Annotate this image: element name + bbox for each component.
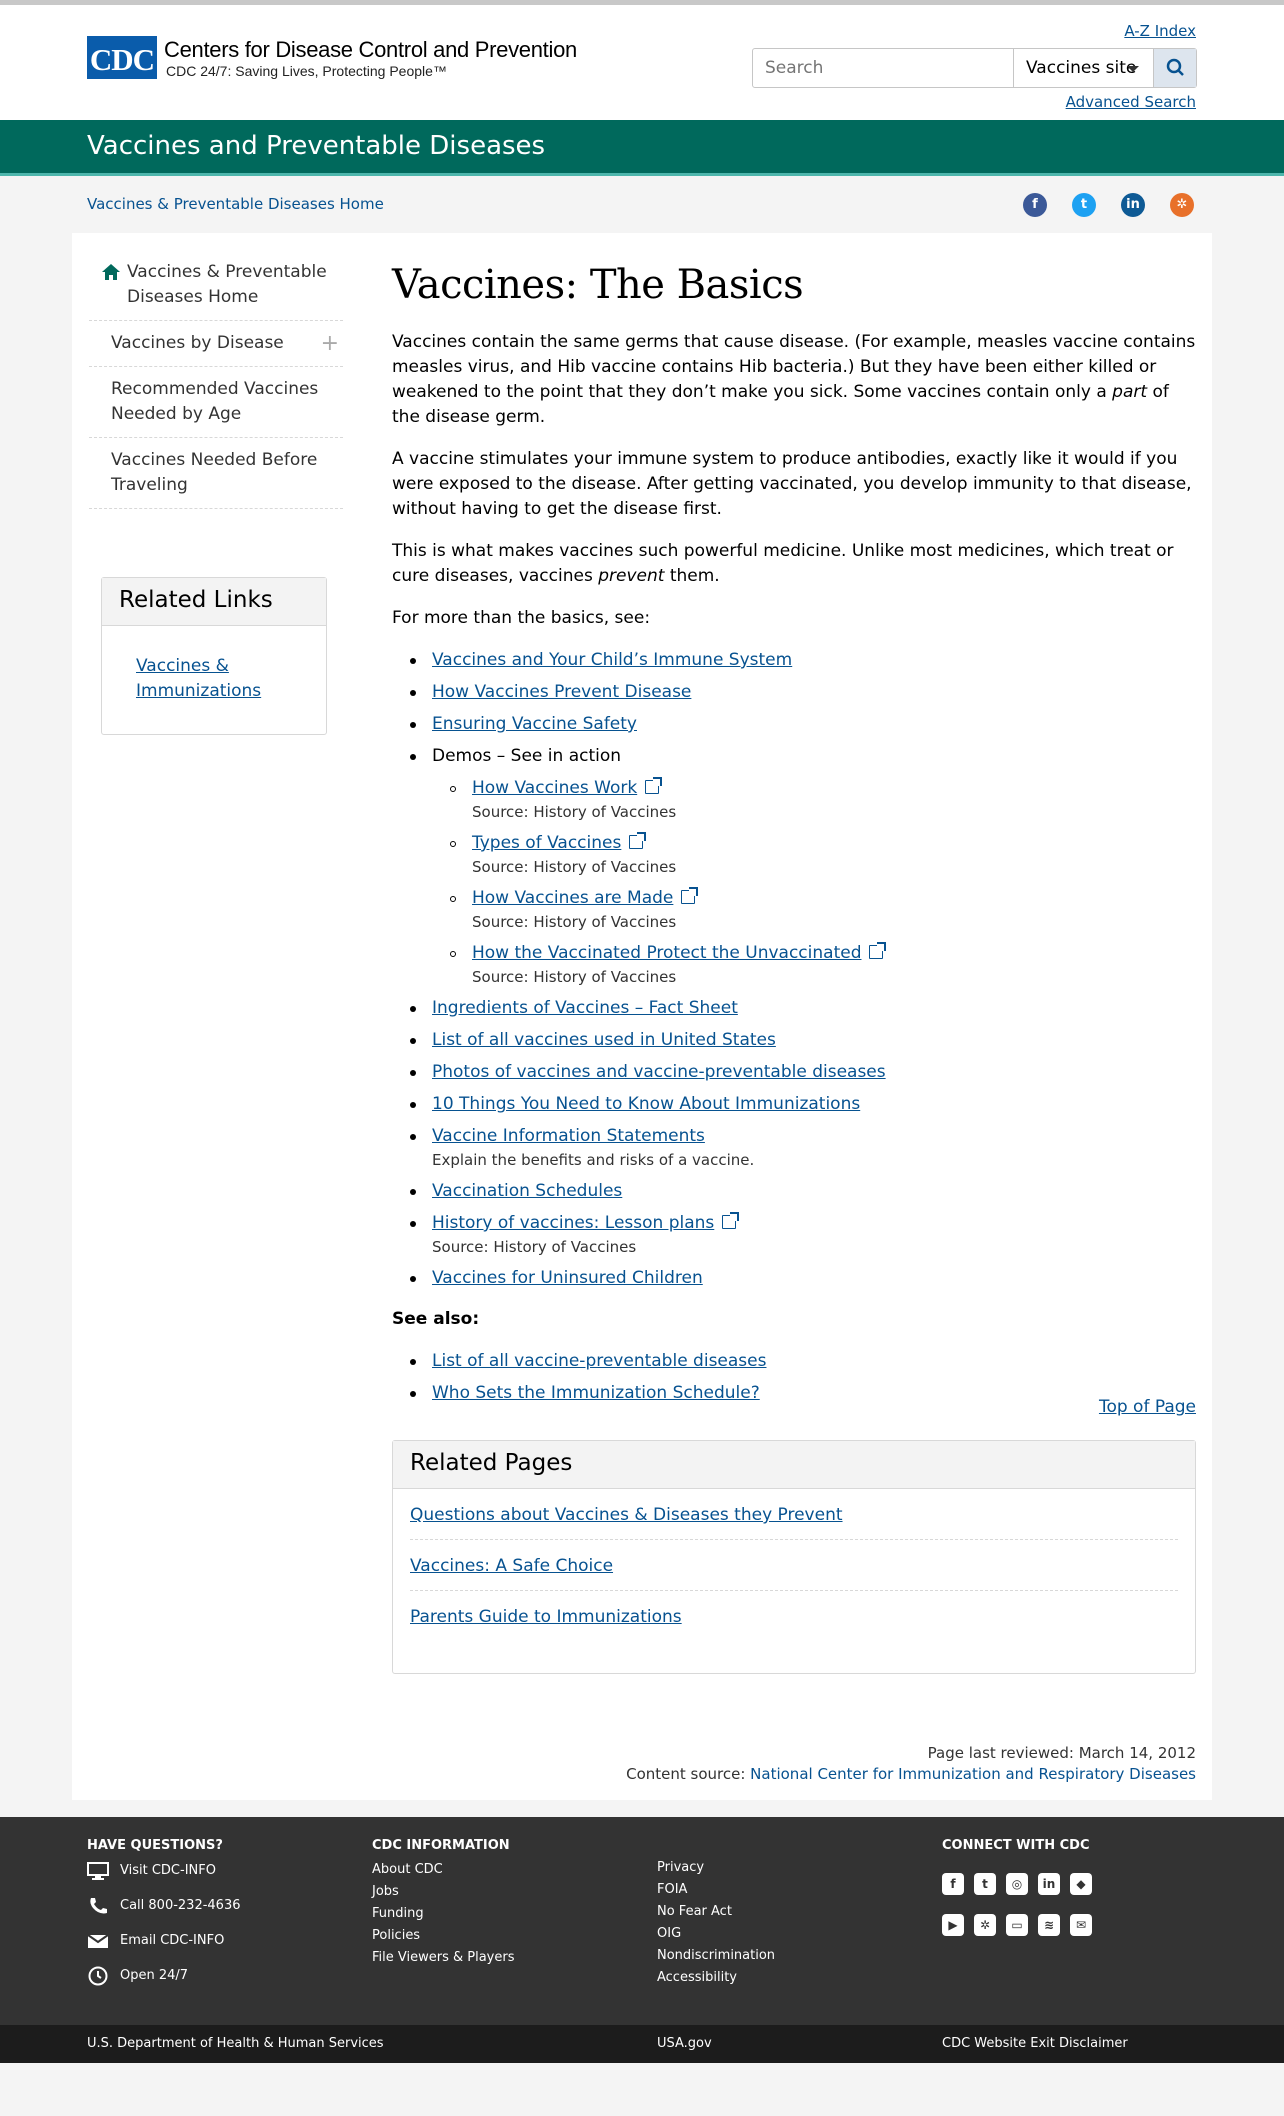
list-item: [410, 1591, 1178, 1641]
list-item: [392, 1266, 1196, 1291]
linkedin-icon[interactable]: in: [1038, 1873, 1060, 1895]
medicine-text-a: This is what makes vaccines such powerful medicine. Unlike most medicines, which treat or cure diseases, vaccines: [392, 541, 1174, 586]
facebook-icon[interactable]: f: [1023, 193, 1047, 217]
content-source-label: Content source:: [626, 1765, 751, 1783]
external-link-icon: [722, 1215, 736, 1229]
link-preventable-diseases[interactable]: List of all vaccine-preventable diseases: [432, 1351, 767, 1371]
related-pages-box: [392, 1440, 1196, 1674]
external-link-icon: [869, 945, 883, 959]
footer-link-oig[interactable]: OIG: [657, 1926, 682, 1941]
search-button[interactable]: [1153, 49, 1196, 87]
list-item: [392, 648, 1196, 673]
external-link-icon: [629, 835, 643, 849]
rss-icon[interactable]: ≋: [1038, 1914, 1060, 1936]
footer-visit-label: Visit CDC-INFO: [120, 1863, 216, 1878]
expand-plus-icon[interactable]: +: [320, 331, 339, 356]
see-also-label: See also:: [392, 1309, 480, 1329]
list-item: [392, 680, 1196, 705]
footer-cdc-information: [372, 1835, 514, 1969]
org-name[interactable]: Centers for Disease Control and Prevention: [164, 37, 577, 62]
link-uninsured-children[interactable]: Vaccines for Uninsured Children: [432, 1268, 703, 1288]
related-links-box: [101, 577, 327, 735]
footer-link-funding[interactable]: Funding: [372, 1906, 424, 1921]
search-input[interactable]: [753, 49, 1013, 87]
cdc-tv-icon[interactable]: ▭: [1006, 1914, 1028, 1936]
footer-link-file-viewers[interactable]: File Viewers & Players: [372, 1950, 515, 1965]
link-protect-unvaccinated[interactable]: How the Vaccinated Protect the Unvaccinated: [472, 943, 862, 963]
hhs-link[interactable]: U.S. Department of Health & Human Services: [87, 2036, 384, 2051]
footer-info-heading: CDC INFORMATION: [372, 1838, 510, 1853]
link-prevent-disease[interactable]: How Vaccines Prevent Disease: [432, 682, 692, 702]
list-item: [392, 1060, 1196, 1085]
footer-connect-heading: CONNECT WITH CDC: [942, 1838, 1090, 1853]
demos-label: Demos – See in action: [432, 746, 622, 766]
chevron-down-icon: [1127, 66, 1139, 72]
link-how-vaccines-made[interactable]: How Vaccines are Made: [472, 888, 674, 908]
related-page-questions[interactable]: Questions about Vaccines & Diseases they Prevent: [410, 1505, 843, 1525]
advanced-search-link[interactable]: Advanced Search: [1065, 93, 1196, 111]
instagram-icon[interactable]: ◎: [1006, 1873, 1028, 1895]
list-item: [392, 712, 1196, 737]
link-who-sets-schedule[interactable]: Who Sets the Immunization Schedule?: [432, 1383, 760, 1403]
link-types-of-vaccines[interactable]: Types of Vaccines: [472, 833, 622, 853]
footer-link-accessibility[interactable]: Accessibility: [657, 1970, 737, 1985]
sidenav-item-label: Vaccines Needed Before Traveling: [111, 450, 318, 495]
more-basics-label: For more than the basics, see:: [392, 608, 651, 628]
list-item: [392, 1124, 1196, 1172]
footer-link-foia[interactable]: FOIA: [657, 1882, 688, 1897]
facebook-icon[interactable]: f: [942, 1873, 964, 1895]
twitter-icon[interactable]: t: [974, 1873, 996, 1895]
sidenav-item-before-traveling[interactable]: [89, 438, 343, 509]
list-item: [392, 776, 1196, 824]
link-vaccine-safety[interactable]: Ensuring Vaccine Safety: [432, 714, 637, 734]
snapchat-icon[interactable]: ◆: [1070, 1873, 1092, 1895]
footer-link-privacy[interactable]: Privacy: [657, 1860, 705, 1875]
usagov-link[interactable]: USA.gov: [657, 2036, 712, 2051]
youtube-icon[interactable]: ▶: [942, 1914, 964, 1936]
source-note: Source: History of Vaccines: [432, 1238, 637, 1256]
sidenav-item-label: Vaccines & Preventable Diseases Home: [127, 262, 327, 307]
monitor-icon: [87, 1861, 109, 1881]
home-icon: [101, 263, 121, 281]
site-header: [0, 0, 1284, 120]
footer-link-policies[interactable]: Policies: [372, 1928, 421, 1943]
list-item: [392, 941, 1196, 989]
email-icon[interactable]: ✉: [1070, 1914, 1092, 1936]
external-link-icon: [681, 890, 695, 904]
sidenav-item-recommended-by-age[interactable]: [89, 367, 343, 438]
footer-questions-heading: HAVE QUESTIONS?: [87, 1838, 223, 1853]
phone-icon: [87, 1896, 109, 1916]
footer-link-no-fear[interactable]: No Fear Act: [657, 1904, 732, 1919]
cdc-logo[interactable]: CDC: [87, 36, 157, 79]
sub-footer: [0, 2025, 1284, 2063]
source-note: Source: History of Vaccines: [472, 968, 677, 986]
link-photos[interactable]: Photos of vaccines and vaccine-preventable diseases: [432, 1062, 886, 1082]
list-item: [392, 744, 1196, 769]
footer-call[interactable]: [87, 1894, 241, 1929]
medicine-emphasis: prevent: [598, 566, 665, 586]
link-vis[interactable]: Vaccine Information Statements: [432, 1126, 705, 1146]
source-note: Source: History of Vaccines: [472, 858, 677, 876]
footer-link-jobs[interactable]: Jobs: [372, 1884, 399, 1899]
related-page-safe-choice[interactable]: Vaccines: A Safe Choice: [410, 1556, 614, 1576]
podcast-icon[interactable]: ✲: [974, 1914, 996, 1936]
list-item: [392, 886, 1196, 934]
footer-open: [87, 1964, 241, 1999]
list-item: [410, 1540, 1178, 1591]
sidenav-item-vaccines-by-disease[interactable]: [89, 321, 343, 367]
source-note: Source: History of Vaccines: [472, 913, 677, 931]
link-immune-system[interactable]: Vaccines and Your Child’s Immune System: [432, 650, 793, 670]
search-scope-label: Vaccines site: [1026, 58, 1137, 78]
related-pages-title: Related Pages: [393, 1441, 1195, 1489]
list-item: [392, 1349, 1196, 1374]
search-form: [752, 48, 1197, 88]
intro-emphasis: part: [1112, 382, 1148, 402]
related-link-vaccines-immunizations[interactable]: Vaccines & Immunizations: [136, 656, 262, 701]
related-page-parents-guide[interactable]: Parents Guide to Immunizations: [410, 1607, 682, 1627]
social-row-1: [942, 1873, 1102, 1896]
site-footer: [0, 1817, 1284, 2025]
page-title: Vaccines: The Basics: [392, 262, 804, 308]
medicine-paragraph: [392, 539, 1196, 589]
medicine-text-b: them.: [664, 566, 720, 586]
page-info: [626, 1743, 1196, 1785]
footer-email-label: Email CDC-INFO: [120, 1933, 225, 1948]
link-lesson-plans[interactable]: History of vaccines: Lesson plans: [432, 1213, 715, 1233]
see-also-list: [392, 1349, 1196, 1406]
sidenav-item-label: Vaccines by Disease: [111, 333, 284, 353]
related-links-title: Related Links: [102, 578, 326, 626]
list-item: [392, 1179, 1196, 1204]
source-note: Source: History of Vaccines: [472, 803, 677, 821]
side-nav: [89, 250, 343, 509]
list-item: [392, 1092, 1196, 1117]
footer-connect: [942, 1835, 1102, 1937]
list-item: [392, 1028, 1196, 1053]
main-content: [392, 262, 1196, 1413]
clock-icon: [87, 1966, 109, 1986]
twitter-icon[interactable]: t: [1072, 193, 1096, 217]
intro-text-b: of the disease germ.: [392, 382, 1169, 427]
content-source-link[interactable]: National Center for Immunization and Respiratory Diseases: [750, 1765, 1196, 1783]
list-item: [410, 1489, 1178, 1540]
link-ingredients[interactable]: Ingredients of Vaccines – Fact Sheet: [432, 998, 738, 1018]
syndicate-icon[interactable]: ✲: [1170, 193, 1194, 217]
content-source: [626, 1764, 1196, 1785]
search-icon: [1154, 49, 1197, 87]
immune-paragraph: A vaccine stimulates your immune system to produce antibodies, exactly like it would if you were exposed to the disease. After getting vaccinated, you develop immunity to that disease, without having to get the disease first.: [392, 449, 1192, 519]
link-how-vaccines-work[interactable]: How Vaccines Work: [472, 778, 638, 798]
social-row-2: [942, 1914, 1102, 1937]
top-of-page-link[interactable]: Top of Page: [1098, 1397, 1196, 1417]
banner-title[interactable]: Vaccines and Preventable Diseases: [87, 131, 546, 161]
list-item: [392, 1211, 1196, 1259]
sidenav-item-home[interactable]: [89, 250, 343, 321]
link-all-vaccines-us[interactable]: List of all vaccines used in United States: [432, 1030, 776, 1050]
exit-disclaimer-link[interactable]: CDC Website Exit Disclaimer: [942, 2036, 1128, 2051]
org-tagline: CDC 24/7: Saving Lives, Protecting People™: [166, 63, 447, 79]
list-item: [392, 1381, 1196, 1406]
breadcrumb-home-link[interactable]: Vaccines & Preventable Diseases Home: [87, 195, 384, 213]
footer-questions: [87, 1835, 241, 1999]
footer-policy-links: [657, 1857, 775, 1989]
list-item: [392, 996, 1196, 1021]
breadcrumb-bar: [0, 179, 1284, 233]
vis-note: Explain the benefits and risks of a vaccine.: [432, 1151, 755, 1169]
footer-call-label: Call 800-232-4636: [120, 1898, 241, 1913]
footer-visit-cdc-info[interactable]: [87, 1859, 241, 1894]
mail-icon: [87, 1931, 109, 1951]
intro-paragraph: [392, 330, 1196, 430]
sidenav-item-label: Recommended Vaccines Needed by Age: [111, 379, 319, 424]
footer-email[interactable]: [87, 1929, 241, 1964]
last-reviewed: Page last reviewed: March 14, 2012: [927, 1744, 1196, 1762]
search-scope-select[interactable]: [1013, 49, 1153, 87]
external-link-icon: [645, 780, 659, 794]
az-index-link[interactable]: A-Z Index: [1124, 22, 1196, 40]
footer-open-label: Open 24/7: [120, 1968, 189, 1983]
link-schedules[interactable]: Vaccination Schedules: [432, 1181, 623, 1201]
link-10-things[interactable]: 10 Things You Need to Know About Immunizations: [432, 1094, 861, 1114]
list-item: [392, 831, 1196, 879]
footer-link-nondiscrimination[interactable]: Nondiscrimination: [657, 1948, 776, 1963]
linkedin-icon[interactable]: in: [1121, 193, 1145, 217]
topic-banner: [0, 120, 1284, 176]
intro-text-a: Vaccines contain the same germs that cause disease. (For example, measles vaccine contains measles virus, and Hib vaccine contains Hib bacteria.) But they have been either killed or weakened to the point that they don’t make you sick. Some vaccines contain only a: [392, 332, 1196, 402]
footer-link-about[interactable]: About CDC: [372, 1862, 443, 1877]
resource-list: [392, 648, 1196, 1291]
